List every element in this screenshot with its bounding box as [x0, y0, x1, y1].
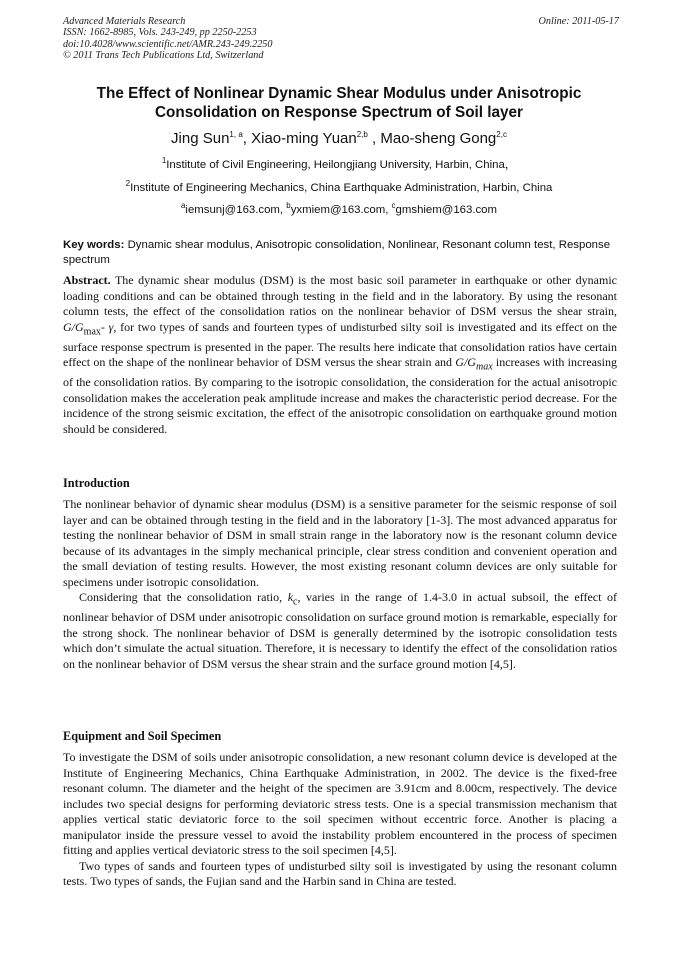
intro-p2-k: k [287, 590, 294, 605]
intro-paragraph-1: The nonlinear behavior of dynamic shear modulus (DSM) is a sensitive parameter for the seismic response of soil layer and can be obtained through testing in the field and in the laboratory [1-3]. The most advanced apparatus for testing the nonlinear behavior of DSM in small strain range in the laboratory now is the resonant column device because of its advantages in the simply mechanical principle, clear stress condition and convenient operation and the small deviation of testing results. However, the most existing resonant column devices are only suitable for specimens under isotropic consolidation. [63, 497, 617, 589]
abstract-label: Abstract. [63, 273, 111, 287]
affiliation-1-text: Institute of Civil Engineering, Heilongjiang University, Harbin, China， [166, 159, 517, 171]
introduction-heading: Introduction [63, 476, 130, 490]
abstract-ratio-2-sub: max [475, 361, 493, 373]
author-3-affil: 2,c [496, 130, 507, 139]
abstract-text-2: , for two types of sands and fourteen types of undisturbed silty soil is investigated and its effect on the surface response spectrum is presented in the paper. The results here indicate that consolidation ratios have certain effect on the shape of the nonlinear behavior of DSM versus the shear strain and [63, 319, 617, 370]
email-c-marker: c [391, 201, 396, 211]
abstract-ratio-1-sub: max [83, 326, 101, 338]
equip-paragraph-2: Two types of sands and fourteen types of undisturbed silty soil is investigated by using the resonant column tests. Two types of sands, the Fujian sand and the Harbin sand in China are tested. [63, 858, 617, 889]
keywords [63, 238, 617, 267]
keywords-label: Key words: [63, 239, 125, 251]
abstract [63, 273, 617, 437]
email-b-marker: b [286, 201, 291, 211]
issn-line: ISSN: 1662-8985, Vols. 243-249, pp 2250-2253 [63, 27, 257, 39]
abstract-ratio-1: G/G [63, 319, 84, 334]
paper-title [63, 84, 615, 122]
equip-paragraph-1: To investigate the DSM of soils under anisotropic consolidation, a new resonant column device is developed at the Institute of Engineering Mechanics, China Earthquake Administration, in 2002. The device is the fixed-free resonant column. The diameter and the height of the specimen are 3.91cm and 8.00cm, respectively. The device includes two special designs for performing deviatoric stress tests. One is a special transmission mechanism that applies vertical static deviatoric force to the soil specimen without eccentric force. Another is placing a manipulator inside the pressure vessel to avoid the instability problem encountered in the process of specimen fitting and applies vertical deviatoric stress to the soil specimen [4,5]. [63, 750, 617, 858]
title-line-2: Consolidation on Response Spectrum of Soil layer [154, 104, 524, 121]
intro-paragraph-2 [63, 590, 617, 672]
abstract-gamma: - γ [100, 319, 114, 334]
author-1-affil: 1, a [229, 130, 243, 139]
title-line-1: The Effect of Nonlinear Dynamic Shear Modulus under Anisotropic [96, 85, 582, 102]
online-date: Online: 2011-05-17 [538, 16, 619, 27]
author-1: Jing Sun [171, 130, 230, 147]
affiliation-1-num: 1 [161, 156, 167, 166]
affiliation-2-num: 2 [125, 179, 131, 189]
copyright-line: © 2011 Trans Tech Publications Ltd, Switzerland [63, 50, 264, 62]
author-2: , Xiao-ming Yuan [242, 130, 357, 147]
email-c: gmshiem@163.com [395, 204, 498, 216]
author-emails [63, 203, 615, 217]
abstract-ratio-2: G/G [455, 355, 476, 370]
abstract-text-3: increases with increasing of the consolidation ratios. By comparing to the isotropic consolidation, the consideration for the actual anisotropic consolidation makes the acceleration peak amplitude increase and makes the characteristic period decrease. For the incidence of the strong seismic excitation, the effect of the anisotropic consolidation on earthquake ground motion should be considered. [63, 355, 617, 436]
journal-name: Advanced Materials Research [63, 16, 186, 27]
author-2-affil: 2,b [356, 130, 368, 139]
equipment-heading: Equipment and Soil Specimen [63, 729, 222, 743]
email-b: yxmiem@163.com, [290, 204, 392, 216]
email-a: iemsunj@163.com, [185, 204, 287, 216]
equipment-body [63, 750, 617, 890]
author-3: , Mao-sheng Gong [367, 130, 497, 147]
intro-p2-text-b: , varies in the range of 1.4-3.0 in actual subsoil, the effect of nonlinear behavior of DSM under anisotropic consolidation on surface ground motion is remarkable, especially for the strong shock. The nonlinear behavior of DSM is generally determined by the isotropic consolidation tests which don’t simulate the actual situation. Therefore, it is necessary to identify the effect of the consolidation ratios on the nonlinear behavior of DSM versus the shear strain and the surface ground motion [4,5]. [63, 590, 617, 671]
abstract-text-1: The dynamic shear modulus (DSM) is the most basic soil parameter in earthquake or other dynamic loading conditions and can be obtained through testing in the field and in the laboratory. By using the resonant column tests, the effect of the consolidation ratios on the nonlinear behavior of DSM versus the shear strain, [63, 273, 617, 319]
affiliation-2-text: Institute of Engineering Mechanics, China Earthquake Administration, Harbin, China [130, 182, 553, 194]
author-list [63, 130, 615, 148]
keywords-text: Dynamic shear modulus, Anisotropic consolidation, Nonlinear, Resonant column test, Response spectrum [63, 239, 611, 266]
intro-p2-text-a: Considering that the consolidation ratio, [79, 590, 288, 605]
introduction-body [63, 497, 617, 672]
affiliation-1 [63, 158, 615, 172]
email-a-marker: a [180, 201, 186, 211]
journal-header [63, 16, 619, 62]
intro-p2-k-sub: c [293, 596, 298, 608]
doi-line: doi:10.4028/www.scientific.net/AMR.243-249.2250 [63, 38, 273, 50]
affiliation-2 [63, 181, 615, 195]
